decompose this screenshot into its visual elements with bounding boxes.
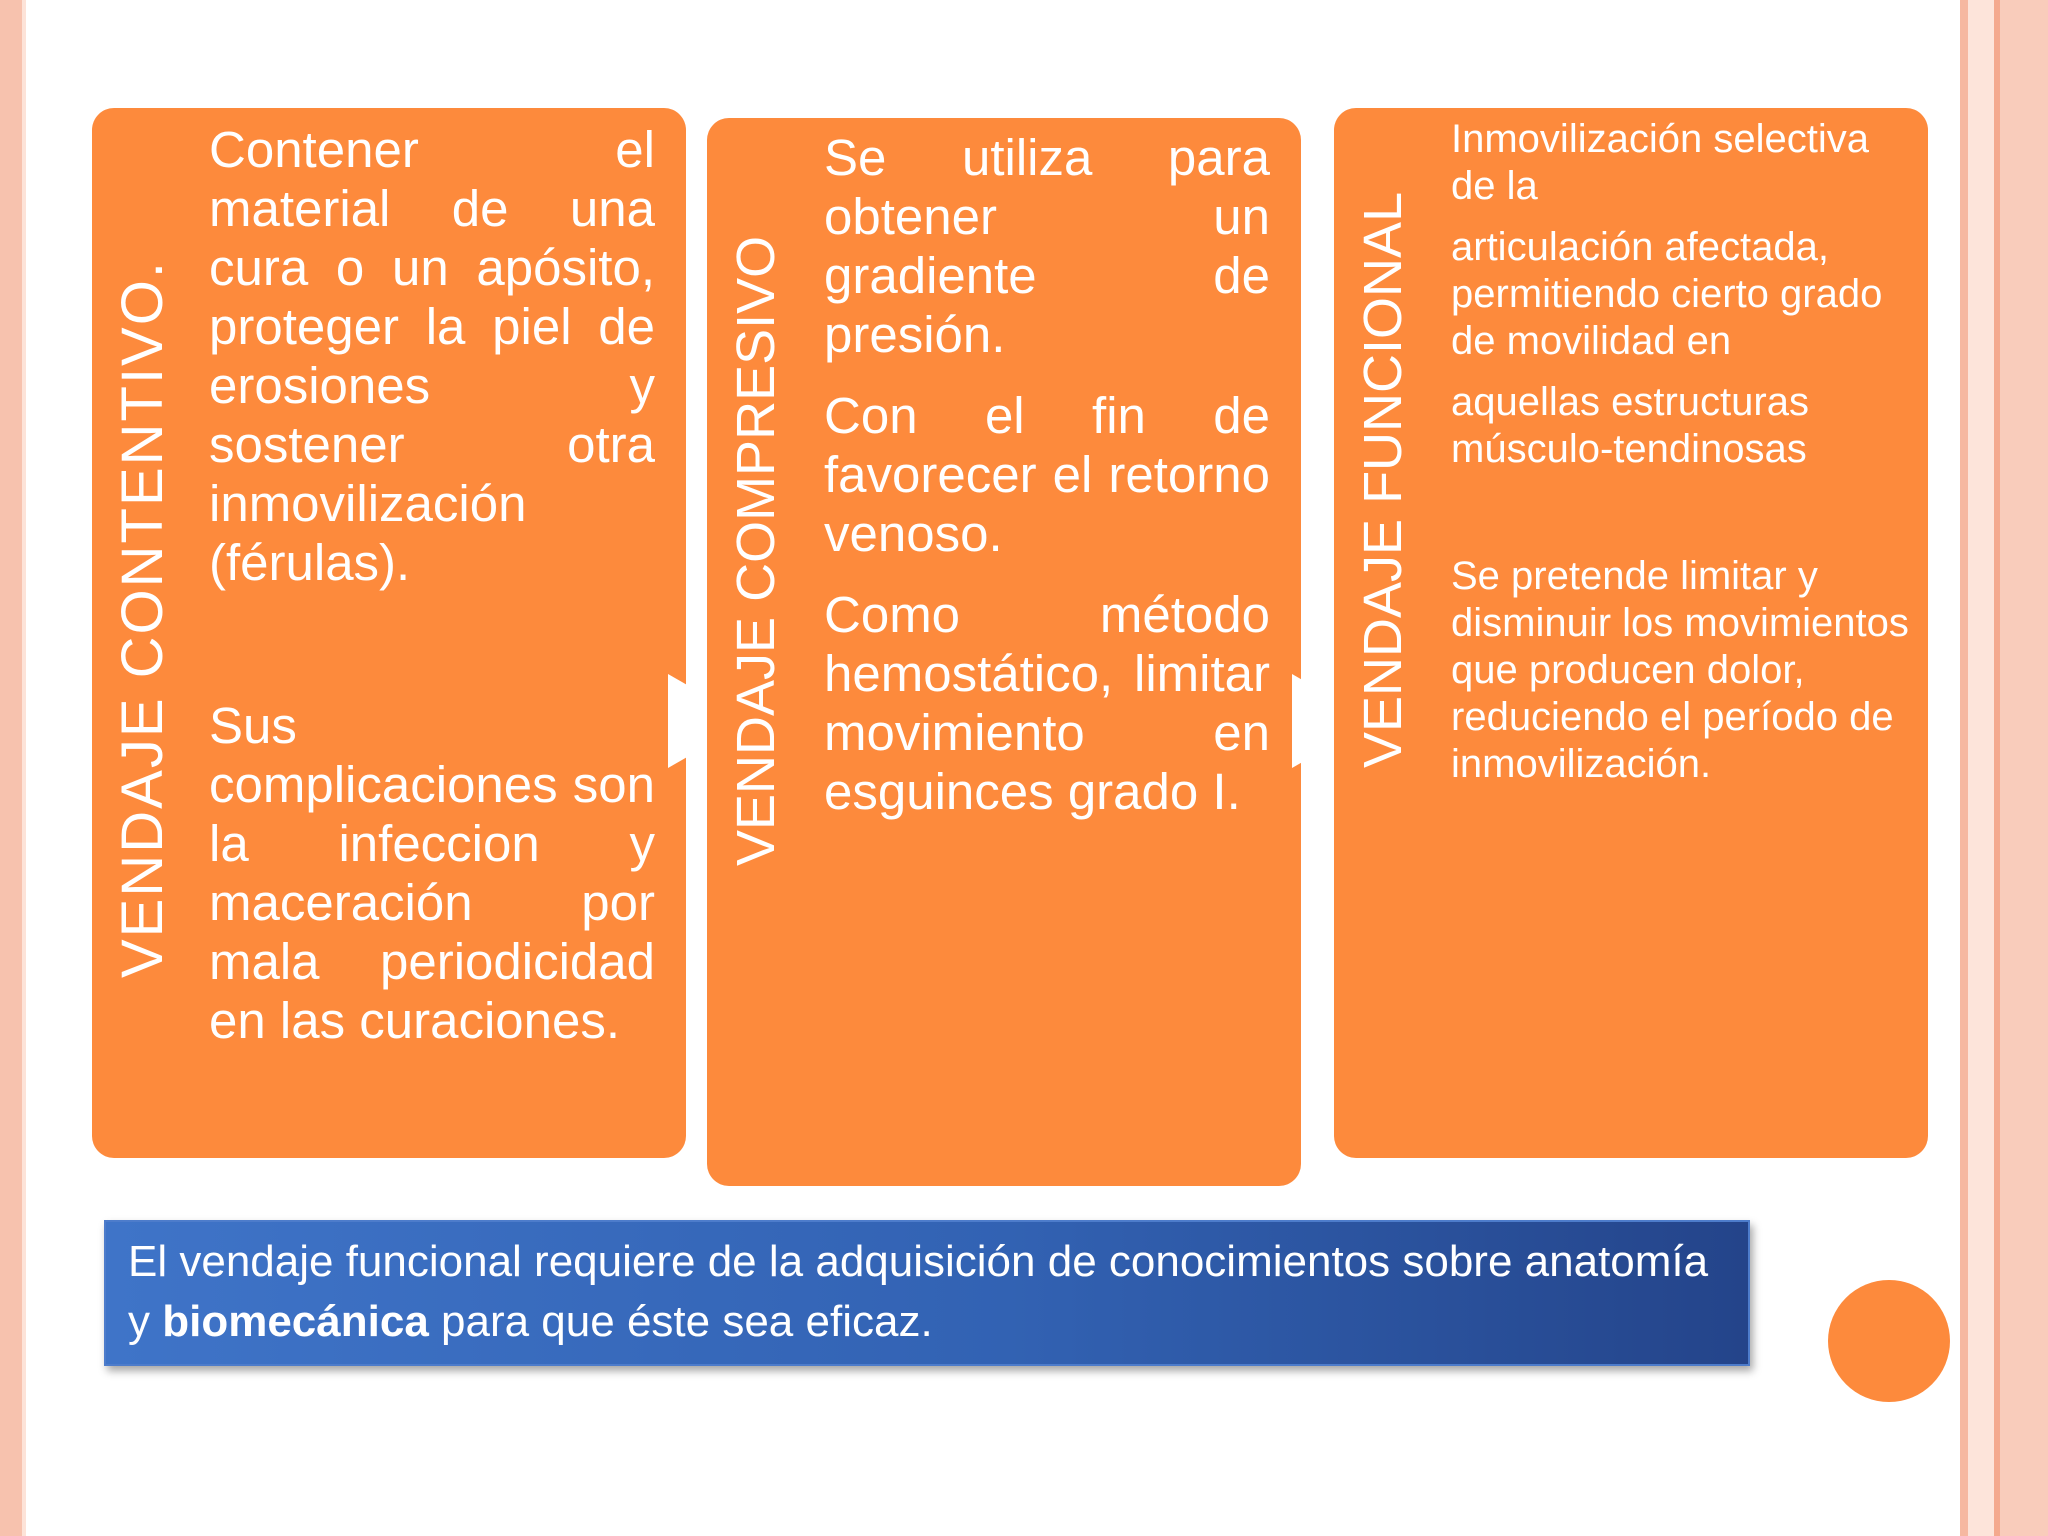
column-paragraph: aquellas estructuras músculo-tendinosas <box>1451 380 1809 471</box>
column-paragraph: articulación afectada, permitiendo cierto grado de movilidad en <box>1451 225 1883 363</box>
column-body <box>209 120 655 1050</box>
column-paragraph: Como método hemostático, limitar movimiento en esguinces grado I. <box>824 586 1270 820</box>
column-paragraph: Se pretende limitar y disminuir los movimientos que producen dolor, reduciendo el período de inmovilización. <box>1451 554 1909 786</box>
note-text: El vendaje funcional requiere de la adquisición de conocimientos sobre anatomía y <box>128 1237 1709 1346</box>
column-title: VENDAJE COMPRESIVO <box>726 235 786 866</box>
vendaje-compresivo-box <box>707 118 1301 1186</box>
column-paragraph: Sus complicaciones son la infeccion y maceración por mala periodicidad en las curaciones. <box>209 697 655 1049</box>
column-paragraph: Se utiliza para obtener un gradiente de presión. <box>824 129 1270 363</box>
column-title: VENDAJE CONTENTIVO. <box>110 260 175 978</box>
column-paragraph: Inmovilización selectiva de la <box>1451 117 1869 208</box>
summary-note <box>104 1220 1750 1366</box>
column-body <box>1451 116 1913 788</box>
column-title: VENDAJE FUNCIONAL <box>1353 191 1413 768</box>
vendaje-funcional-box <box>1334 108 1928 1158</box>
right-border-stripe <box>1960 0 1968 1536</box>
left-border-stripe <box>0 0 22 1536</box>
column-body <box>824 128 1270 821</box>
left-border-line <box>22 0 26 1536</box>
column-paragraph: Con el fin de favorecer el retorno venoso. <box>824 387 1270 562</box>
right-border-stripe <box>1968 0 1994 1536</box>
decorative-circle <box>1828 1280 1950 1402</box>
vendaje-contentivo-box <box>92 108 686 1158</box>
note-bold-text: biomecánica <box>162 1297 429 1346</box>
column-paragraph: Contener el material de una cura o un apósito, proteger la piel de erosiones y sostener otra inmovilización (férulas). <box>209 121 655 591</box>
right-border-stripe <box>2000 0 2048 1536</box>
note-text: para que éste sea eficaz. <box>428 1297 933 1346</box>
